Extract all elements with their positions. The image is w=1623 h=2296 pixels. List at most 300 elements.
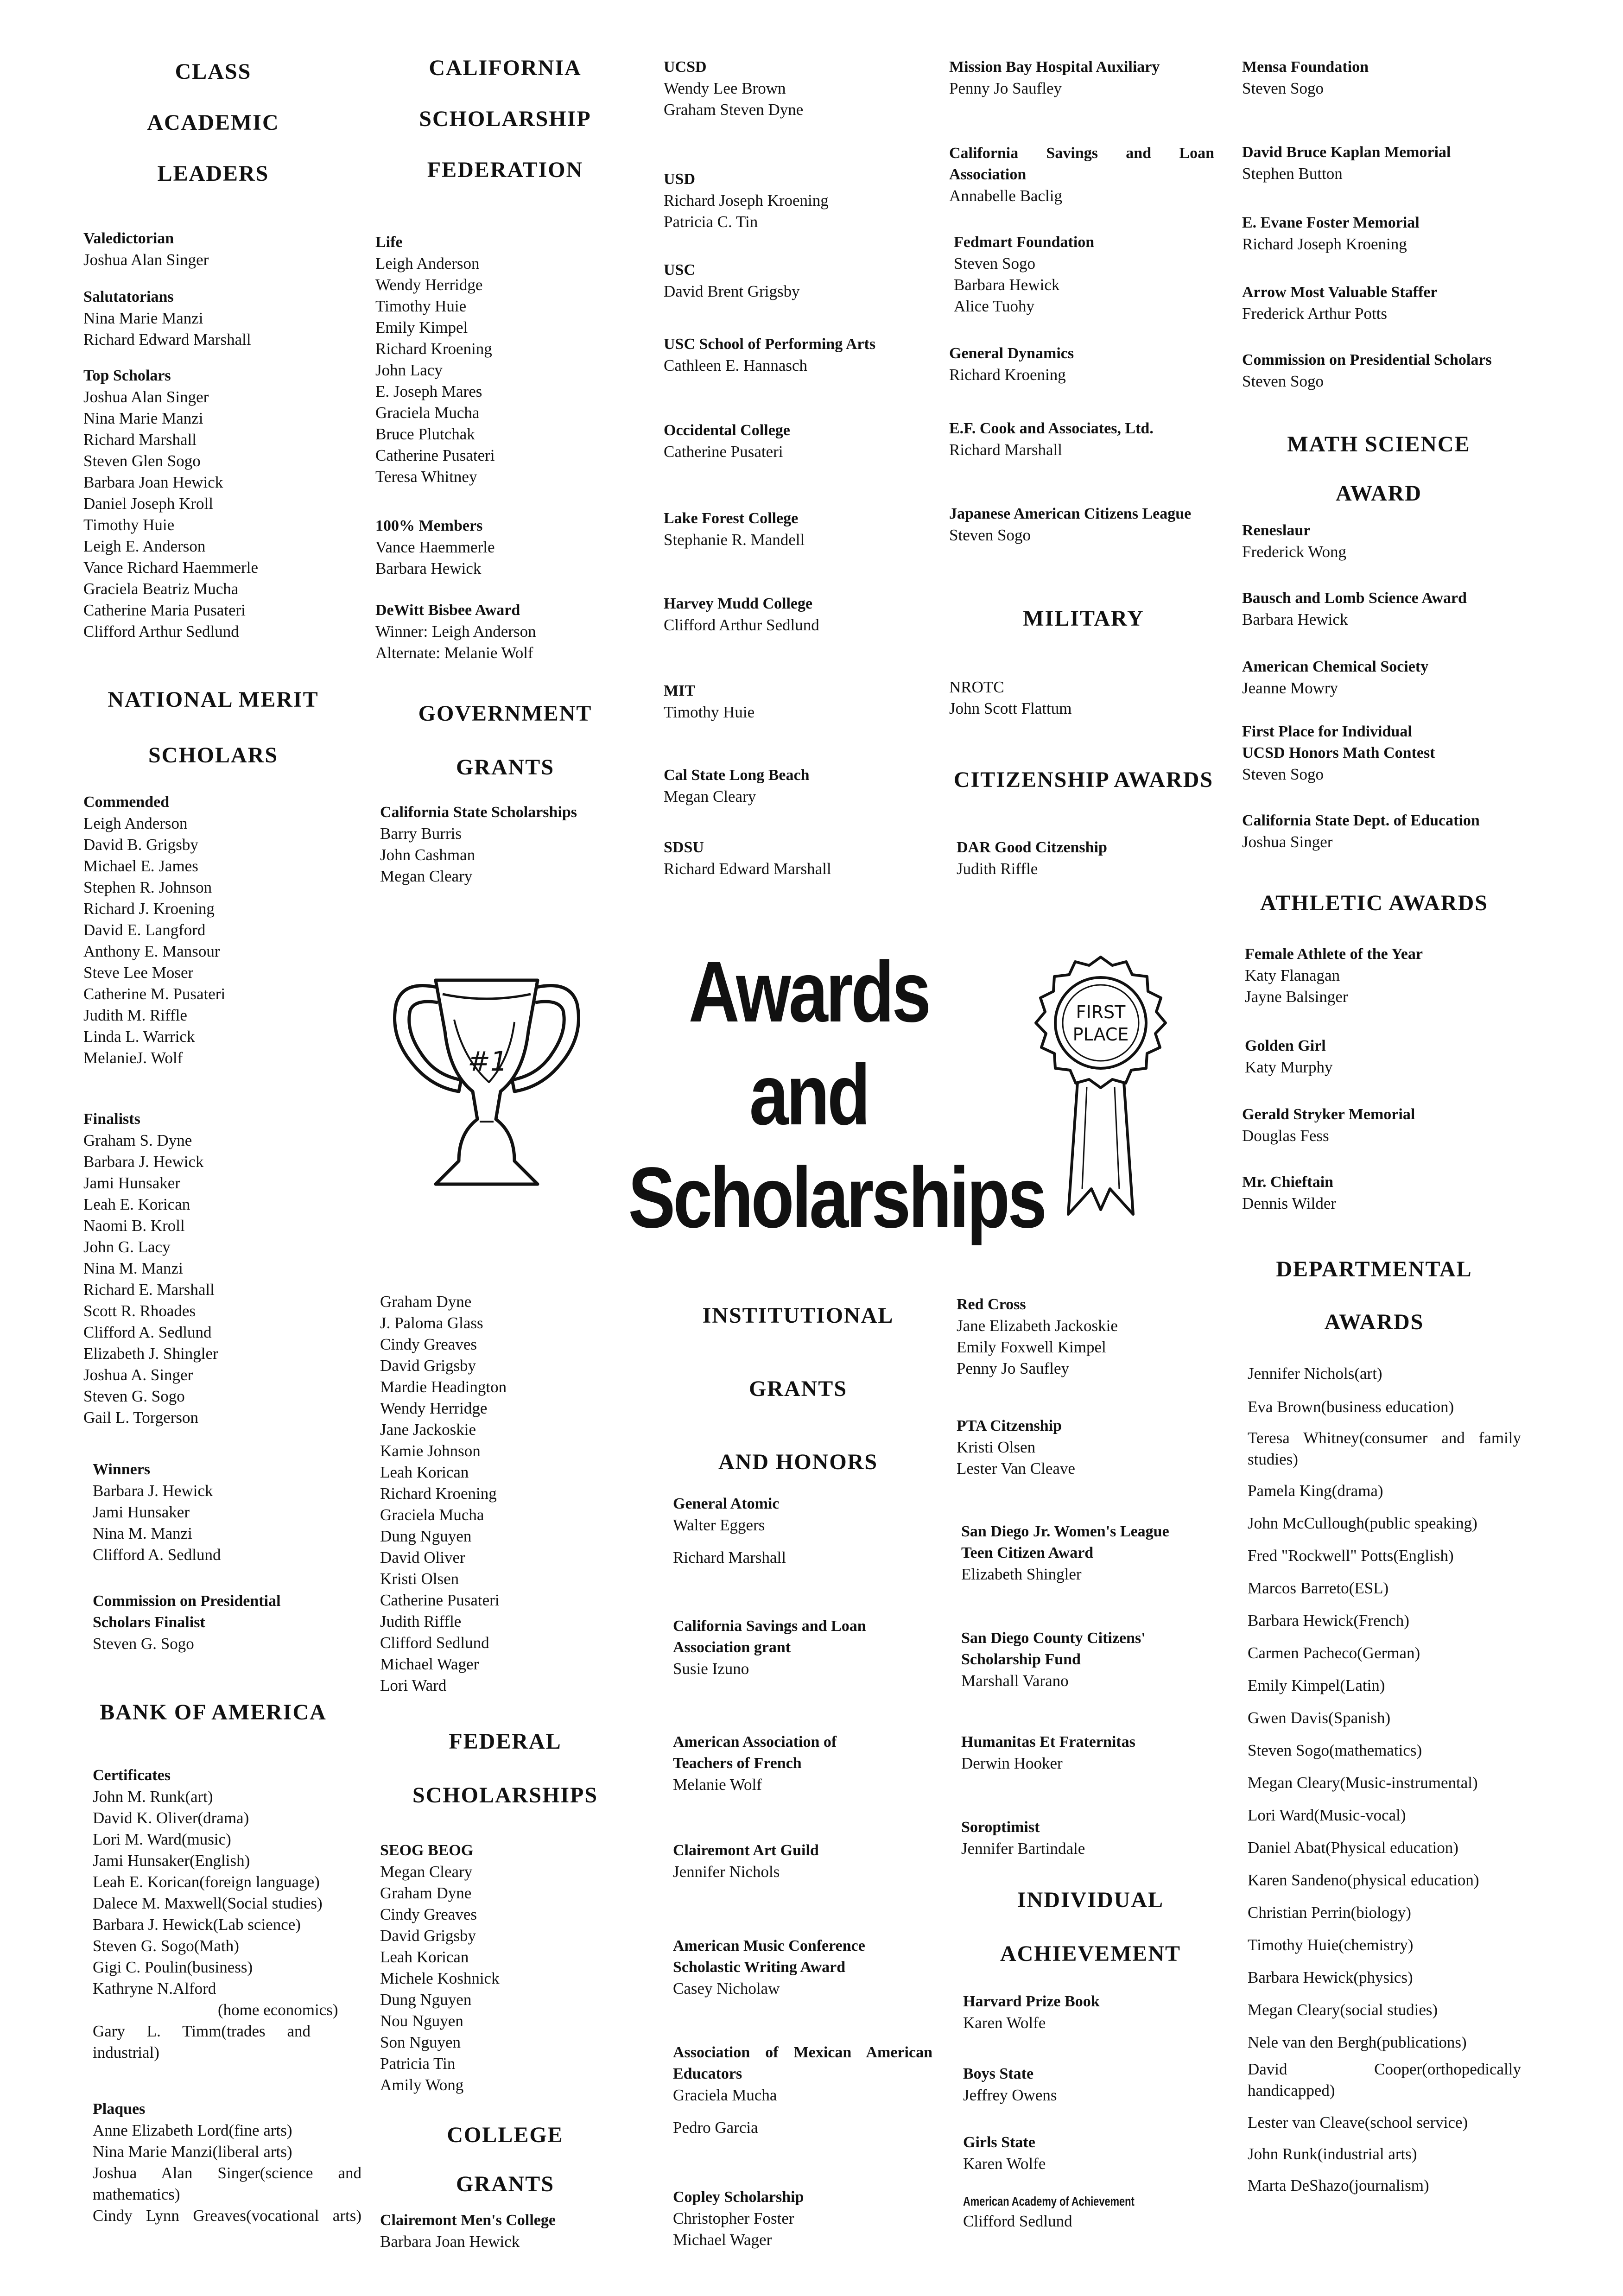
heading-bank-of-america (83, 1687, 343, 1738)
list-california-state-scholarships-item: Barry Burris (380, 825, 462, 843)
entry-occidental-item: Occidental College (664, 422, 790, 439)
heading-government-grants (375, 687, 635, 794)
entry-clairemont-art-guild-item: Jennifer Nichols (673, 1863, 780, 1881)
entry-occidental (664, 420, 942, 463)
text-richard-marshall: Richard Marshall (673, 1548, 786, 1567)
list-winners-item: Clifford A. Sedlund (93, 1546, 221, 1564)
entry-stryker-memorial-item: Gerald Stryker Memorial (1242, 1106, 1415, 1123)
entry-humanitas (961, 1732, 1218, 1774)
entry-county-citizens (961, 1628, 1218, 1692)
entry-dar-item: DAR Good Citzenship (957, 839, 1107, 856)
list-plaques-item: Nina Marie Manzi(liberal arts) (93, 2143, 292, 2161)
entry-golden-girl-item: Katy Murphy (1245, 1058, 1333, 1076)
list-california-savings-item: Annabelle Baclig (949, 187, 1062, 205)
list-state-scholarships-continued-item: Kristi Olsen (380, 1570, 459, 1588)
list-finalists-item: Scott R. Rhoades (83, 1302, 196, 1320)
entry-commission-presidential (1242, 349, 1525, 392)
entry-reneslaur (1242, 520, 1525, 563)
list-plaques (93, 2120, 343, 2163)
entry-general-dynamics-item: Richard Kroening (949, 366, 1066, 384)
list-finalists-item: Nina M. Manzi (83, 1259, 183, 1277)
svg-text:#1: #1 (468, 1046, 507, 1077)
list-state-scholarships-continued-item: Kamie Johnson (380, 1442, 481, 1460)
list-top-scholars-item: Daniel Joseph Kroll (83, 495, 213, 513)
svg-text:PLACE: PLACE (1072, 1024, 1129, 1045)
entry-ucsd-item: Wendy Lee Brown (664, 79, 786, 97)
list-top-scholars-item: Joshua Alan Singer (83, 388, 209, 406)
list-departmental-2 (1248, 1475, 1525, 2059)
list-seog-beog-item: Megan Cleary (380, 1863, 473, 1881)
list-life-item: John Lacy (375, 361, 443, 379)
list-commended-item: Linda L. Warrick (83, 1027, 195, 1046)
list-mexican-american-item: Graciela Mucha (673, 2086, 777, 2104)
entry-boys-state-item: Boys State (963, 2065, 1034, 2082)
list-top-scholars-item: Clifford Arthur Sedlund (83, 622, 239, 641)
entry-general-dynamics (949, 343, 1218, 386)
entry-stryker-memorial (1242, 1104, 1525, 1147)
section-clairemont-mens-college (380, 2210, 635, 2252)
list-finalists-item: Barbara J. Hewick (83, 1153, 204, 1171)
list-top-scholars-item: Richard Marshall (83, 431, 197, 449)
heading-california-scholarship-federation-item: CALIFORNIA (429, 56, 582, 80)
entry-kaplan-item: Stephen Button (1242, 165, 1343, 183)
heading-california-scholarship-federation-item: FEDERATION (427, 158, 583, 182)
list-departmental-1-item: Eva Brown(business education) (1248, 1398, 1454, 1416)
entry-pta-item: Lester Van Cleave (957, 1459, 1075, 1478)
entry-soroptimist (961, 1817, 1218, 1859)
entry-foster-item: Richard Joseph Kroening (1242, 235, 1407, 253)
entry-female-athlete-item: Jayne Balsinger (1245, 988, 1348, 1006)
label-commission: Commission on Presidential (93, 1592, 281, 1610)
entry-boys-state (963, 2063, 1218, 2106)
entry-japanese-american-item: Steven Sogo (949, 526, 1031, 544)
entry-harvard (963, 1991, 1218, 2034)
text-trades-industrial: Gary L. Timm(trades and industrial) (93, 2022, 311, 2061)
entry-academy-achievement (963, 2192, 1218, 2232)
entry-usc-performing-arts (664, 334, 942, 376)
entry-pta-item: PTA Citzenship (957, 1417, 1062, 1434)
heading-individual-achievement-item: INDIVIDUAL (1017, 1888, 1164, 1912)
entry-california-savings-grant-item: Association grant (673, 1639, 791, 1656)
entry-harvard-item: Karen Wolfe (963, 2014, 1046, 2032)
entry-county-citizens-item: Scholarship Fund (961, 1651, 1081, 1668)
list-departmental-3-item: Marta DeShazo(journalism) (1248, 2176, 1429, 2195)
entry-boys-state-item: Jeffrey Owens (963, 2086, 1057, 2104)
list-seog-beog-item: Amily Wong (380, 2076, 464, 2094)
list-commission (93, 1633, 343, 1655)
label-winners: Winners (93, 1461, 151, 1478)
label-mexican-american: Association of Mexican American (673, 2044, 932, 2061)
section-valedictorian (83, 228, 343, 271)
label-certificates: Certificates (93, 1767, 171, 1784)
heading-california-scholarship-federation-item: SCHOLARSHIP (419, 107, 591, 131)
entry-fedmart (954, 232, 1218, 317)
list-departmental-2-item: Fred "Rockwell" Potts(English) (1248, 1547, 1454, 1565)
entry-red-cross (957, 1294, 1218, 1379)
list-seog-beog-item: Patricia Tin (380, 2055, 456, 2073)
title-line-and: and (749, 1047, 869, 1143)
entry-ucsd-math-contest-item: First Place for Individual (1242, 723, 1412, 740)
list-general-atomic (673, 1493, 942, 1536)
entry-sdsu (664, 837, 942, 880)
label-clairemont-mens-college: Clairemont Men's College (380, 2212, 556, 2229)
text-orthopedically-handicapped: David Cooper(orthopedically handicapped) (1248, 2060, 1521, 2099)
list-state-scholarships-continued-item: Judith Riffle (380, 1612, 462, 1630)
list-certificates-item: Barbara J. Hewick(Lab science) (93, 1915, 301, 1934)
list-seog-beog-item: Son Nguyen (380, 2033, 461, 2051)
list-clairemont-mens-college (380, 2231, 635, 2252)
list-clairemont-mens-college-item: Barbara Joan Hewick (380, 2233, 520, 2251)
heading-military (949, 593, 1218, 644)
trophy-icon (385, 966, 589, 1207)
list-departmental-2-item: Carmen Pacheco(German) (1248, 1644, 1420, 1662)
list-state-scholarships-continued-item: Catherine Pusateri (380, 1591, 500, 1609)
entry-american-association-french-item: Teachers of French (673, 1755, 802, 1772)
list-commended-item: David B. Grigsby (83, 836, 198, 854)
entry-chemical-society-item: Jeanne Mowry (1242, 679, 1338, 697)
list-departmental-3 (1248, 2107, 1525, 2201)
list-commended-item: Michael E. James (83, 857, 198, 875)
label-dewitt-bisbee: DeWitt Bisbee Award (375, 602, 520, 619)
list-mexican-american-item: Educators (673, 2065, 742, 2082)
entry-clairemont-art-guild (673, 1840, 942, 1883)
heading-california-scholarship-federation (375, 43, 635, 196)
list-california-savings (949, 164, 1218, 207)
label-top-scholars: Top Scholars (83, 367, 171, 384)
list-general-atomic-item: Walter Eggers (673, 1516, 765, 1534)
entry-red-cross-item: Emily Foxwell Kimpel (957, 1338, 1106, 1356)
entry-japanese-american-item: Japanese American Citizens League (949, 505, 1192, 522)
list-departmental-3-item: John Runk(industrial arts) (1248, 2145, 1417, 2163)
list-plaques-item: Anne Elizabeth Lord(fine arts) (93, 2121, 292, 2139)
section-seog-beog (380, 1840, 635, 2096)
list-commended-item: Steve Lee Moser (83, 964, 194, 982)
entry-commission-presidential-item: Steven Sogo (1242, 372, 1324, 390)
list-seog-beog-item: David Grigsby (380, 1927, 476, 1945)
entry-usd-item: Patricia C. Tin (664, 213, 758, 231)
list-commended-item: David E. Langford (83, 921, 206, 939)
list-finalists (83, 1130, 343, 1428)
entry-harvey-mudd (664, 593, 942, 636)
entry-ef-cook-item: Richard Marshall (949, 441, 1062, 459)
list-departmental-2-item: Lori Ward(Music-vocal) (1248, 1806, 1406, 1824)
heading-math-science-item: MATH SCIENCE (1287, 432, 1471, 457)
heading-institutional-grants-item: INSTITUTIONAL (702, 1303, 894, 1328)
list-state-scholarships-continued-item: David Grigsby (380, 1357, 476, 1375)
entry-state-dept-education-item: Joshua Singer (1242, 833, 1333, 851)
list-state-scholarships-continued-item: Leah Korican (380, 1463, 469, 1481)
heading-athletic-awards (1224, 878, 1525, 929)
list-seog-beog-item: Graham Dyne (380, 1884, 472, 1902)
entry-copley-scholarship-item: Christopher Foster (673, 2209, 794, 2227)
entry-california-savings-grant-item: California Savings and Loan (673, 1617, 866, 1635)
list-academy-achievement-item: Clifford Sedlund (963, 2212, 1072, 2230)
entry-usd-item: USD (664, 171, 696, 188)
list-commended (83, 813, 343, 1069)
list-finalists-item: Leah E. Korican (83, 1195, 190, 1213)
entry-girls-state (963, 2132, 1218, 2175)
label-seog-beog: SEOG BEOG (380, 1842, 474, 1859)
text-consumer-family-studies: Teresa Whitney(consumer and family studies) (1248, 1429, 1521, 1468)
list-dewitt-bisbee-item: Winner: Leigh Anderson (375, 622, 536, 641)
list-state-scholarships-continued-item: Mardie Headington (380, 1378, 507, 1396)
list-commission-item: Steven G. Sogo (93, 1635, 194, 1653)
label-scholars-finalist: Scholars Finalist (93, 1614, 205, 1631)
entry-jr-womens-league-item: San Diego Jr. Women's League (961, 1523, 1169, 1540)
list-100-members-item: Barbara Hewick (375, 559, 482, 577)
list-seog-beog-item: Cindy Greaves (380, 1905, 477, 1923)
list-valedictorian-item: Joshua Alan Singer (83, 251, 209, 269)
heading-individual-achievement-item: ACHIEVEMENT (1000, 1941, 1181, 1966)
entry-red-cross-item: Red Cross (957, 1296, 1026, 1313)
list-certificates-item: Steven G. Sogo(Math) (93, 1937, 239, 1955)
entry-fedmart-item: Steven Sogo (954, 254, 1035, 273)
heading-bank-of-america-item: BANK OF AMERICA (100, 1700, 327, 1725)
list-top-scholars-item: Timothy Huie (83, 516, 175, 534)
list-certificates-item: Leah E. Korican(foreign language) (93, 1873, 320, 1891)
list-state-scholarships-continued-item: Clifford Sedlund (380, 1634, 489, 1652)
list-life-item: Teresa Whitney (375, 468, 477, 486)
list-salutatorians-item: Richard Edward Marshall (83, 330, 251, 349)
heading-departmental-awards-item: DEPARTMENTAL (1276, 1257, 1472, 1281)
list-life-item: Richard Kroening (375, 340, 492, 358)
label-life: Life (375, 234, 403, 251)
label-california-state-scholarships: California State Scholarships (380, 804, 577, 821)
list-state-scholarships-continued-item: Graciela Mucha (380, 1506, 484, 1524)
list-top-scholars-item: Nina Marie Manzi (83, 409, 203, 427)
heading-military-item: MILITARY (1023, 606, 1144, 631)
entry-bausch-lomb (1242, 588, 1525, 630)
list-life-item: E. Joseph Mares (375, 382, 482, 400)
list-certificates-item: Kathryne N.Alford (93, 1979, 216, 1998)
list-100-members (375, 537, 635, 579)
heading-citizenship-awards-item: CITIZENSHIP AWARDS (953, 767, 1214, 792)
entry-cal-state-long-beach (664, 765, 942, 807)
entry-mensa (1242, 57, 1525, 99)
list-departmental-2-item: Steven Sogo(mathematics) (1248, 1741, 1422, 1759)
list-life-item: Bruce Plutchak (375, 425, 475, 443)
list-certificates-item: John M. Runk(art) (93, 1788, 213, 1806)
list-commended-item: Judith M. Riffle (83, 1006, 187, 1024)
entry-state-dept-education-item: California State Dept. of Education (1242, 812, 1480, 829)
list-departmental-3-item: Lester van Cleave(school service) (1248, 2113, 1468, 2131)
entry-clairemont-art-guild-item: Clairemont Art Guild (673, 1842, 819, 1859)
list-california-state-scholarships (380, 823, 635, 887)
list-finalists-item: Gail L. Torgerson (83, 1408, 199, 1427)
heading-government-grants-item: GRANTS (456, 755, 555, 780)
entry-mr-chieftain-item: Dennis Wilder (1242, 1194, 1337, 1212)
list-departmental-2-item: Marcos Barreto(ESL) (1248, 1579, 1389, 1597)
entry-humanitas-item: Humanitas Et Fraternitas (961, 1733, 1135, 1751)
entry-ucsd-item: UCSD (664, 58, 707, 76)
list-commended-item: Anthony E. Mansour (83, 942, 220, 960)
entry-occidental-item: Catherine Pusateri (664, 443, 783, 461)
text-pedro-garcia: Pedro Garcia (673, 2118, 758, 2137)
entry-sdsu-item: SDSU (664, 839, 704, 856)
heading-national-merit-item: NATIONAL MERIT (108, 687, 319, 712)
list-finalists-item: John G. Lacy (83, 1238, 171, 1256)
list-finalists-item: Steven G. Sogo (83, 1387, 185, 1405)
heading-math-science-item: AWARD (1335, 481, 1422, 506)
entry-harvard-item: Harvard Prize Book (963, 1993, 1100, 2010)
list-departmental-2-item: Megan Cleary(social studies) (1248, 2001, 1438, 2019)
entry-kaplan (1242, 142, 1525, 184)
heading-individual-achievement (963, 1873, 1218, 1981)
entry-state-dept-education (1242, 810, 1525, 853)
entry-ucsd-item: Graham Steven Dyne (664, 101, 804, 119)
title-line-awards: Awards (688, 944, 929, 1040)
section-winners (93, 1459, 343, 1566)
entry-usd-item: Richard Joseph Kroening (664, 191, 829, 209)
list-salutatorians (83, 308, 343, 350)
list-top-scholars-item: Barbara Joan Hewick (83, 473, 223, 491)
list-departmental-2-item: Timothy Huie(chemistry) (1248, 1936, 1414, 1954)
list-departmental-2-item: Karen Sandeno(physical education) (1248, 1871, 1479, 1889)
list-california-state-scholarships-item: John Cashman (380, 846, 475, 864)
list-departmental-2-item: Barbara Hewick(physics) (1248, 1968, 1413, 1986)
list-finalists-item: Naomi B. Kroll (83, 1217, 185, 1235)
entry-mexican-american-educators (673, 2042, 942, 2138)
heading-federal-scholarships-item: SCHOLARSHIPS (412, 1783, 598, 1808)
list-departmental-2-item: Megan Cleary(Music-instrumental) (1248, 1774, 1478, 1792)
entry-jr-womens-league-item: Elizabeth Shingler (961, 1565, 1082, 1583)
label-finalists: Finalists (83, 1110, 140, 1128)
list-departmental-awards (1248, 1357, 1525, 2201)
entry-general-atomic (673, 1493, 942, 1568)
list-life-item: Graciela Mucha (375, 404, 480, 422)
entry-usc-item: David Brent Grigsby (664, 282, 800, 300)
list-finalists-item: Graham S. Dyne (83, 1131, 192, 1149)
heading-federal-scholarships-item: FEDERAL (449, 1729, 562, 1754)
heading-institutional-grants (654, 1279, 942, 1499)
list-state-scholarships-continued (380, 1291, 635, 1696)
entry-mr-chieftain (1242, 1172, 1525, 1214)
list-certificates-item: Lori M. Ward(music) (93, 1830, 231, 1848)
section-dewitt-bisbee (375, 600, 635, 664)
list-dewitt-bisbee (375, 621, 635, 664)
entry-cal-state-long-beach-item: Megan Cleary (664, 787, 756, 806)
entry-fedmart-item: Alice Tuohy (954, 297, 1035, 315)
entry-mit (664, 680, 942, 723)
list-departmental-2-item: Emily Kimpel(Latin) (1248, 1676, 1385, 1694)
entry-arrow-item: Frederick Arthur Potts (1242, 304, 1388, 323)
entry-kaplan-item: David Bruce Kaplan Memorial (1242, 144, 1451, 161)
list-mexican-american (673, 2063, 942, 2106)
entry-jr-womens-league-item: Teen Citizen Award (961, 1544, 1094, 1561)
entry-mission-bay (949, 57, 1218, 99)
list-seog-beog-item: Nou Nguyen (380, 2012, 463, 2030)
entry-soroptimist-item: Soroptimist (961, 1819, 1040, 1836)
list-state-scholarships-continued-item: Jane Jackoskie (380, 1421, 476, 1439)
entry-american-association-french-item: American Association of (673, 1733, 837, 1751)
list-commended-item: Stephen R. Johnson (83, 878, 212, 896)
list-departmental-2-item: Gwen Davis(Spanish) (1248, 1709, 1391, 1727)
entry-fedmart-item: Fedmart Foundation (954, 234, 1095, 251)
heading-government-grants-item: GOVERNMENT (418, 701, 592, 726)
list-commended-item: Catherine M. Pusateri (83, 985, 226, 1003)
entry-usd (664, 169, 942, 233)
entry-sdsu-item: Richard Edward Marshall (664, 860, 831, 878)
entry-bausch-lomb-item: Barbara Hewick (1242, 610, 1348, 628)
entry-usc-item: USC (664, 261, 696, 279)
entry-american-association-french (673, 1732, 942, 1795)
list-departmental-2-item: Nele van den Bergh(publications) (1248, 2033, 1467, 2051)
entry-humanitas-item: Derwin Hooker (961, 1754, 1063, 1772)
entry-dar-item: Judith Riffle (957, 860, 1038, 878)
heading-college-grants (375, 2111, 635, 2209)
list-california-state-scholarships-item: Megan Cleary (380, 867, 473, 885)
list-state-scholarships-continued-item: Richard Kroening (380, 1484, 497, 1503)
list-winners-item: Jami Hunsaker (93, 1503, 190, 1521)
entry-reneslaur-item: Reneslaur (1242, 522, 1311, 539)
label-commended: Commended (83, 793, 170, 811)
entry-japanese-american (949, 503, 1218, 546)
list-state-scholarships-continued-item: Lori Ward (380, 1676, 447, 1694)
entry-pta (957, 1415, 1218, 1479)
entry-pta-item: Kristi Olsen (957, 1438, 1036, 1456)
entry-american-music-conference-item: Scholastic Writing Award (673, 1959, 846, 1976)
entry-mr-chieftain-item: Mr. Chieftain (1242, 1173, 1334, 1191)
list-seog-beog-item: Leah Korican (380, 1948, 469, 1966)
list-life-item: Timothy Huie (375, 297, 467, 315)
entry-red-cross-item: Jane Elizabeth Jackoskie (957, 1317, 1118, 1335)
list-finalists-item: Clifford A. Sedlund (83, 1323, 212, 1341)
list-state-scholarships-continued-item: Graham Dyne (380, 1293, 472, 1311)
entry-lake-forest-item: Stephanie R. Mandell (664, 531, 805, 549)
list-top-scholars-item: Leigh E. Anderson (83, 537, 206, 555)
section-commission-finalist (93, 1591, 343, 1655)
list-state-scholarships-continued-item: Michael Wager (380, 1655, 479, 1673)
entry-ef-cook (949, 418, 1218, 461)
list-seog-beog-item: Dung Nguyen (380, 1991, 472, 2009)
list-departmental-2-item: Pamela King(drama) (1248, 1482, 1383, 1500)
entry-dar (957, 837, 1218, 880)
list-departmental-2-item: John McCullough(public speaking) (1248, 1514, 1477, 1532)
list-departmental-2-item: Christian Perrin(biology) (1248, 1903, 1411, 1922)
heading-math-science (1233, 420, 1525, 518)
list-top-scholars-item: Steven Glen Sogo (83, 452, 201, 470)
list-certificates-item: David K. Oliver(drama) (93, 1809, 249, 1827)
entry-usc-performing-arts-item: USC School of Performing Arts (664, 336, 876, 353)
list-winners-item: Nina M. Manzi (93, 1524, 192, 1542)
entry-female-athlete-item: Female Athlete of the Year (1245, 945, 1423, 963)
entry-california-savings-grant (673, 1616, 942, 1680)
entry-american-music-conference (673, 1935, 942, 1999)
entry-nrotc-item: NROTC (949, 678, 1004, 696)
heading-citizenship-awards (949, 755, 1218, 806)
label-academy-achievement: American Academy of Achievement (963, 2194, 1135, 2208)
list-life-item: Emily Kimpel (375, 318, 468, 336)
list-life-item: Wendy Herridge (375, 276, 483, 294)
heading-national-merit (83, 672, 343, 783)
entry-mit-item: MIT (664, 682, 695, 699)
entry-chemical-society (1242, 656, 1525, 699)
list-seog-beog (380, 1861, 635, 2096)
entry-fedmart-item: Barbara Hewick (954, 276, 1060, 294)
list-seog-beog-item: Michele Koshnick (380, 1969, 500, 1987)
entry-american-music-conference-item: American Music Conference (673, 1937, 865, 1954)
entry-ucsd (664, 57, 942, 121)
list-life-item: Catherine Pusateri (375, 446, 495, 464)
entry-lake-forest-item: Lake Forest College (664, 510, 799, 527)
list-winners-item: Barbara J. Hewick (93, 1482, 213, 1500)
entry-ef-cook-item: E.F. Cook and Associates, Ltd. (949, 420, 1154, 437)
entry-stryker-memorial-item: Douglas Fess (1242, 1127, 1329, 1145)
text-home-economics: (home economics) (218, 2001, 338, 2019)
heading-class-academic-leaders-item: ACADEMIC (147, 110, 279, 135)
heading-institutional-grants-item: GRANTS (748, 1376, 848, 1401)
heading-college-grants-item: GRANTS (456, 2172, 555, 2196)
